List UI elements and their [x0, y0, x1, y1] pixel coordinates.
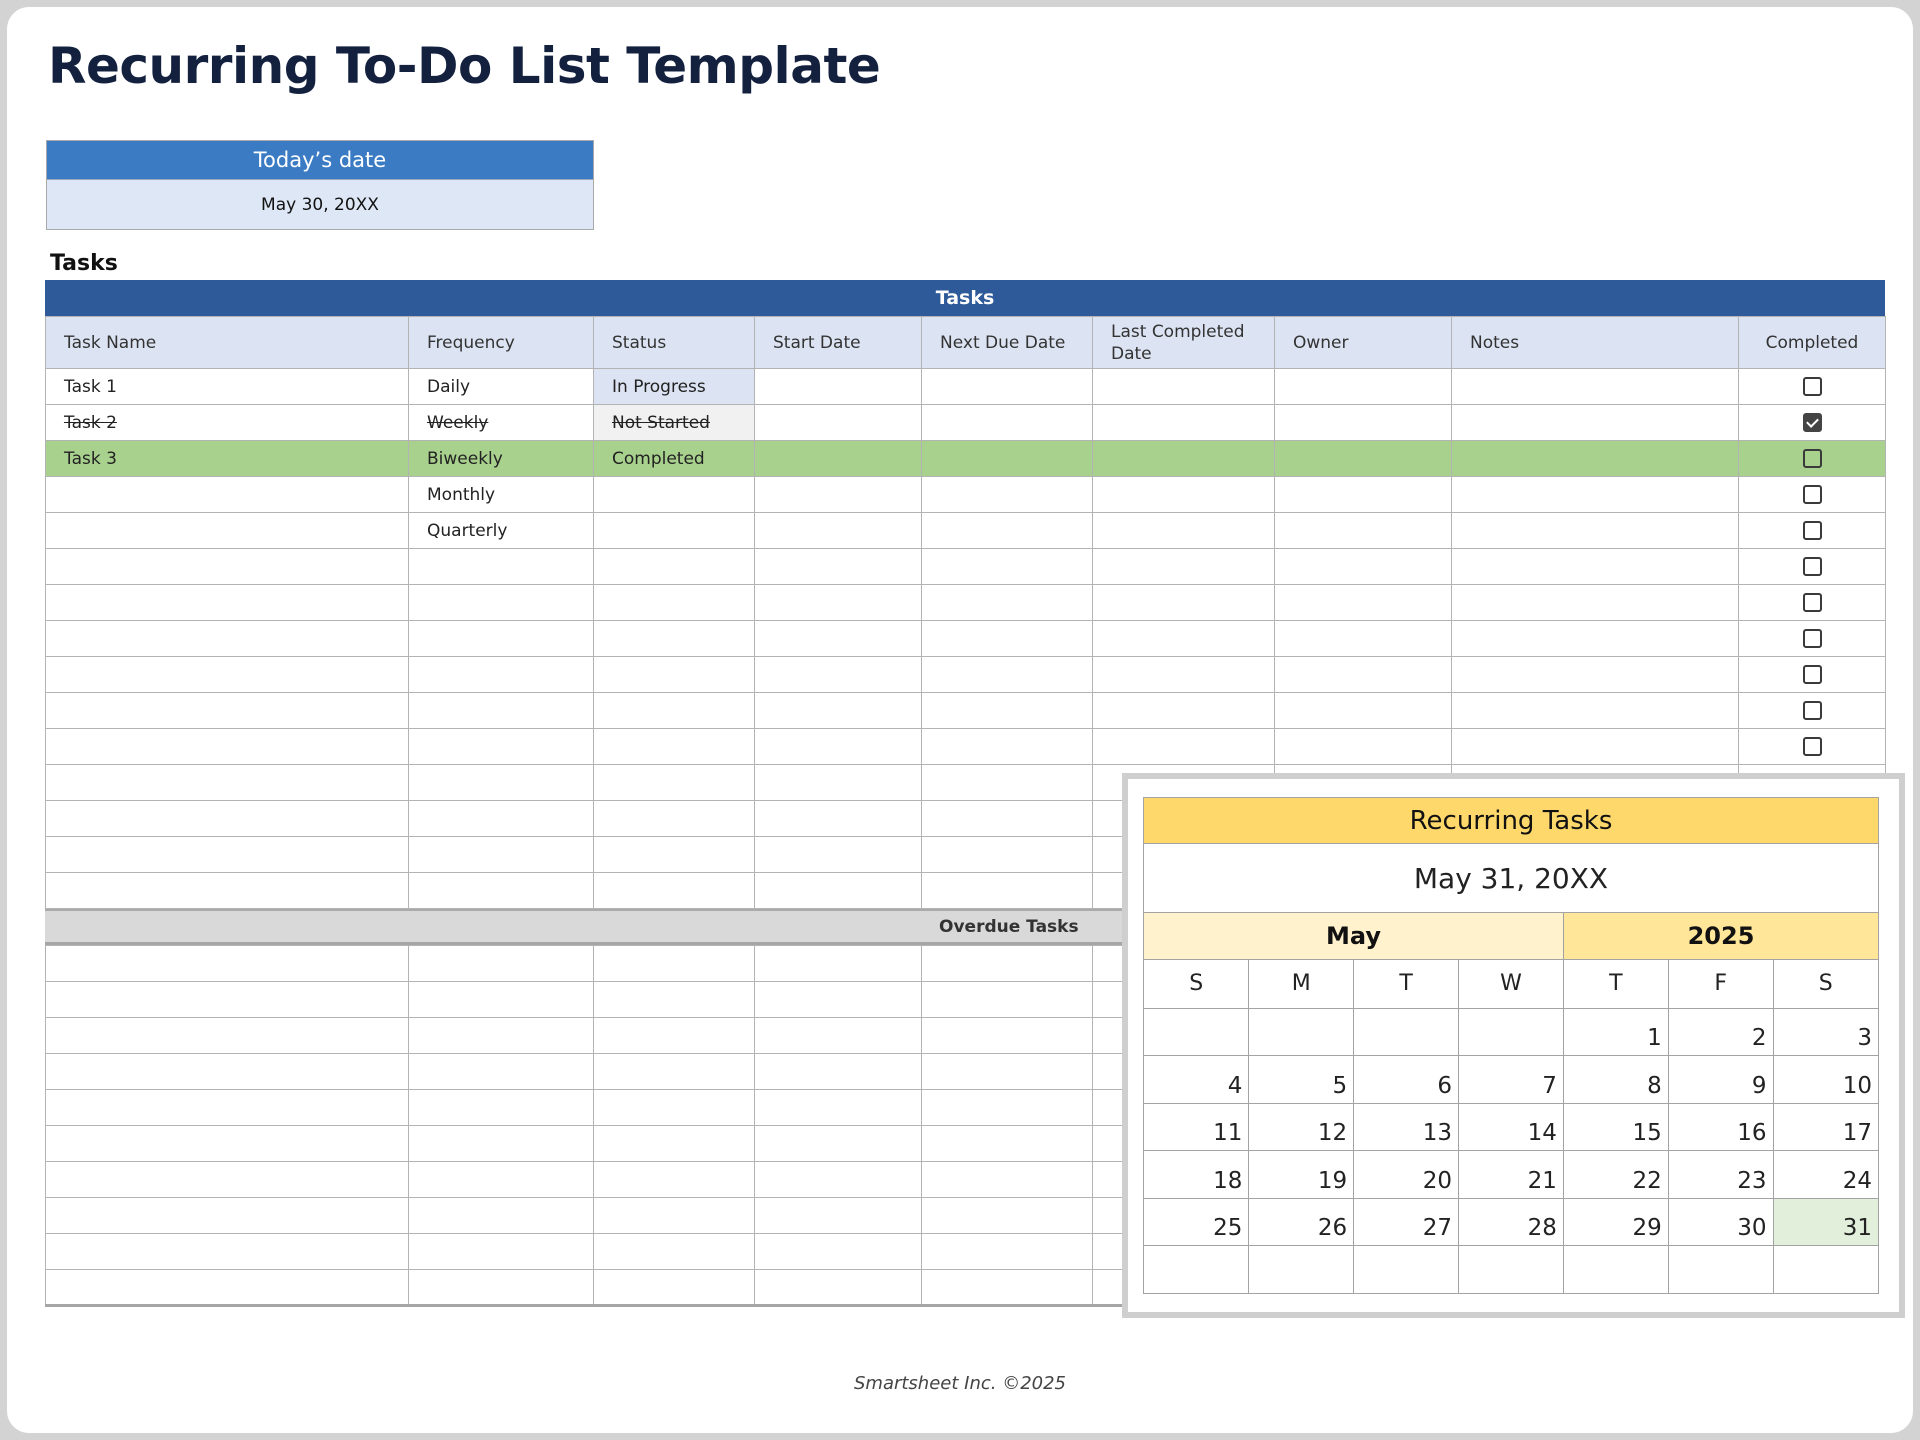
calendar-day-cell[interactable]: 14: [1459, 1103, 1564, 1151]
table-row: [46, 513, 1886, 549]
calendar-weekday-label: T: [1563, 960, 1668, 1008]
start-date-cell[interactable]: [755, 405, 922, 441]
calendar-day-cell[interactable]: 31: [1773, 1198, 1878, 1246]
status-cell[interactable]: In Progress: [594, 369, 755, 405]
next-due-date-cell[interactable]: [922, 477, 1093, 513]
calendar-day-cell[interactable]: 6: [1354, 1056, 1459, 1104]
calendar-day-cell[interactable]: 11: [1144, 1103, 1249, 1151]
completed-checkbox[interactable]: [1803, 737, 1822, 756]
task-name-cell[interactable]: [46, 585, 409, 621]
task-name-cell[interactable]: [46, 837, 409, 873]
frequency-cell[interactable]: Weekly: [409, 405, 594, 441]
status-cell[interactable]: [594, 1054, 755, 1090]
completed-cell: [1739, 477, 1886, 513]
notes-cell[interactable]: [1452, 405, 1739, 441]
overdue-tasks-label: Overdue Tasks: [939, 917, 1079, 937]
col-header-owner[interactable]: Owner: [1275, 317, 1452, 369]
frequency-cell[interactable]: [409, 585, 594, 621]
tasks-section-label: Tasks: [50, 251, 118, 276]
next-due-date-cell[interactable]: [922, 1126, 1093, 1162]
notes-cell[interactable]: [1452, 477, 1739, 513]
page: [7, 7, 1913, 1433]
calendar-day-cell[interactable]: [1144, 1008, 1249, 1056]
task-name-cell[interactable]: [46, 1234, 409, 1270]
status-cell[interactable]: [594, 693, 755, 729]
status-cell[interactable]: [594, 729, 755, 765]
last-completed-date-cell[interactable]: [1093, 657, 1275, 693]
frequency-cell[interactable]: Quarterly: [409, 513, 594, 549]
task-name-cell[interactable]: Task 3: [46, 441, 409, 477]
table-row: [46, 549, 1886, 585]
notes-cell[interactable]: [1452, 549, 1739, 585]
frequency-cell[interactable]: [409, 1054, 594, 1090]
completed-checkbox[interactable]: [1803, 485, 1822, 504]
last-completed-date-cell[interactable]: [1093, 441, 1275, 477]
owner-cell[interactable]: [1275, 621, 1452, 657]
frequency-cell[interactable]: [409, 729, 594, 765]
task-name-cell[interactable]: [46, 1054, 409, 1090]
last-completed-date-cell[interactable]: [1093, 549, 1275, 585]
frequency-cell[interactable]: [409, 765, 594, 801]
calendar-day-cell[interactable]: 17: [1773, 1103, 1878, 1151]
status-cell[interactable]: [594, 1018, 755, 1054]
next-due-date-cell[interactable]: [922, 801, 1093, 837]
calendar-day-cell[interactable]: 20: [1354, 1151, 1459, 1199]
next-due-date-cell[interactable]: [922, 729, 1093, 765]
calendar-day-cell[interactable]: 5: [1249, 1056, 1354, 1104]
start-date-cell[interactable]: [755, 1234, 922, 1270]
table-row: [46, 657, 1886, 693]
task-name-cell[interactable]: [46, 1018, 409, 1054]
status-cell[interactable]: [594, 837, 755, 873]
calendar-day-cell[interactable]: [1668, 1246, 1773, 1294]
frequency-cell[interactable]: [409, 657, 594, 693]
frequency-cell[interactable]: [409, 549, 594, 585]
calendar-week-row: [1144, 1103, 1878, 1151]
frequency-cell[interactable]: [409, 946, 594, 982]
start-date-cell[interactable]: [755, 946, 922, 982]
status-cell[interactable]: [594, 621, 755, 657]
frequency-cell[interactable]: [409, 1234, 594, 1270]
completed-checkbox[interactable]: [1803, 629, 1822, 648]
last-completed-date-cell[interactable]: [1093, 729, 1275, 765]
completed-checkbox[interactable]: [1803, 665, 1822, 684]
status-cell[interactable]: Completed: [594, 441, 755, 477]
completed-cell: [1739, 441, 1886, 477]
start-date-cell[interactable]: [755, 1054, 922, 1090]
notes-cell[interactable]: [1452, 441, 1739, 477]
calendar: [1143, 797, 1879, 1294]
last-completed-date-cell[interactable]: [1093, 513, 1275, 549]
table-row: [46, 477, 1886, 513]
notes-cell[interactable]: [1452, 585, 1739, 621]
calendar-day-cell[interactable]: [1354, 1008, 1459, 1056]
next-due-date-cell[interactable]: [922, 585, 1093, 621]
completed-cell: [1739, 621, 1886, 657]
last-completed-date-cell[interactable]: [1093, 477, 1275, 513]
calendar-week-row: [1144, 1151, 1878, 1199]
calendar-day-cell[interactable]: 4: [1144, 1056, 1249, 1104]
task-name-cell[interactable]: [46, 1198, 409, 1234]
calendar-day-cell[interactable]: 18: [1144, 1151, 1249, 1199]
completed-cell: [1739, 513, 1886, 549]
next-due-date-cell[interactable]: [922, 1234, 1093, 1270]
recurring-tasks-calendar-panel: [1122, 773, 1905, 1318]
calendar-week-row: [1144, 1008, 1878, 1056]
status-cell[interactable]: Not Started: [594, 405, 755, 441]
completed-cell: [1739, 729, 1886, 765]
page-title: Recurring To-Do List Template: [48, 37, 881, 95]
notes-cell[interactable]: [1452, 621, 1739, 657]
calendar-day-cell[interactable]: [1249, 1008, 1354, 1056]
task-name-cell[interactable]: [46, 801, 409, 837]
calendar-weekday-label: F: [1668, 960, 1773, 1008]
next-due-date-cell[interactable]: [922, 1270, 1093, 1306]
next-due-date-cell[interactable]: [922, 1018, 1093, 1054]
calendar-title: Recurring Tasks: [1144, 798, 1878, 844]
task-name-cell[interactable]: [46, 1162, 409, 1198]
start-date-cell[interactable]: [755, 513, 922, 549]
next-due-date-cell[interactable]: [922, 1090, 1093, 1126]
start-date-cell[interactable]: [755, 1198, 922, 1234]
completed-checkbox[interactable]: [1803, 701, 1822, 720]
calendar-day-cell[interactable]: 23: [1668, 1151, 1773, 1199]
completed-checkbox[interactable]: [1803, 521, 1822, 540]
calendar-day-cell[interactable]: 7: [1459, 1056, 1564, 1104]
calendar-weekday-label: M: [1249, 960, 1354, 1008]
calendar-month[interactable]: May: [1144, 913, 1564, 959]
status-cell[interactable]: [594, 765, 755, 801]
status-cell[interactable]: [594, 946, 755, 982]
last-completed-date-cell[interactable]: [1093, 693, 1275, 729]
col-header-start-date[interactable]: Start Date: [755, 317, 922, 369]
start-date-cell[interactable]: [755, 657, 922, 693]
completed-checkbox[interactable]: [1803, 557, 1822, 576]
task-name-cell[interactable]: [46, 729, 409, 765]
completed-checkbox[interactable]: [1803, 377, 1822, 396]
start-date-cell[interactable]: [755, 801, 922, 837]
next-due-date-cell[interactable]: [922, 982, 1093, 1018]
todays-date-label: Today’s date: [47, 141, 593, 179]
task-name-cell[interactable]: [46, 946, 409, 982]
frequency-cell[interactable]: [409, 621, 594, 657]
start-date-cell[interactable]: [755, 585, 922, 621]
status-cell[interactable]: [594, 982, 755, 1018]
calendar-week-row: [1144, 1246, 1878, 1294]
start-date-cell[interactable]: [755, 1162, 922, 1198]
next-due-date-cell[interactable]: [922, 405, 1093, 441]
notes-cell[interactable]: [1452, 657, 1739, 693]
table-row: [46, 729, 1886, 765]
start-date-cell[interactable]: [755, 1126, 922, 1162]
col-header-last-completed-date[interactable]: Last Completed Date: [1093, 317, 1275, 369]
calendar-year[interactable]: 2025: [1564, 913, 1878, 959]
task-name-cell[interactable]: [46, 1126, 409, 1162]
calendar-day-cell[interactable]: 15: [1563, 1103, 1668, 1151]
completed-cell: [1739, 369, 1886, 405]
calendar-day-cell[interactable]: 26: [1249, 1198, 1354, 1246]
next-due-date-cell[interactable]: [922, 837, 1093, 873]
start-date-cell[interactable]: [755, 1270, 922, 1306]
next-due-date-cell[interactable]: [922, 873, 1093, 909]
task-name-cell[interactable]: Task 1: [46, 369, 409, 405]
calendar-day-cell[interactable]: 21: [1459, 1151, 1564, 1199]
notes-cell[interactable]: [1452, 513, 1739, 549]
calendar-day-cell[interactable]: [1773, 1246, 1878, 1294]
footer-copyright: Smartsheet Inc. ©2025: [853, 1373, 1067, 1394]
frequency-cell[interactable]: [409, 1126, 594, 1162]
completed-cell: [1739, 549, 1886, 585]
start-date-cell[interactable]: [755, 873, 922, 909]
start-date-cell[interactable]: [755, 693, 922, 729]
calendar-day-cell[interactable]: [1459, 1246, 1564, 1294]
start-date-cell[interactable]: [755, 1018, 922, 1054]
calendar-day-cell[interactable]: [1563, 1246, 1668, 1294]
completed-cell: [1739, 693, 1886, 729]
next-due-date-cell[interactable]: [922, 369, 1093, 405]
status-cell[interactable]: [594, 801, 755, 837]
frequency-cell[interactable]: Daily: [409, 369, 594, 405]
task-name-cell[interactable]: [46, 693, 409, 729]
status-cell[interactable]: [594, 1090, 755, 1126]
col-header-task-name[interactable]: Task Name: [46, 317, 409, 369]
frequency-cell[interactable]: [409, 693, 594, 729]
next-due-date-cell[interactable]: [922, 1162, 1093, 1198]
owner-cell[interactable]: [1275, 693, 1452, 729]
calendar-day-cell[interactable]: [1459, 1008, 1564, 1056]
owner-cell[interactable]: [1275, 549, 1452, 585]
owner-cell[interactable]: [1275, 369, 1452, 405]
start-date-cell[interactable]: [755, 369, 922, 405]
frequency-cell[interactable]: [409, 1162, 594, 1198]
next-due-date-cell[interactable]: [922, 1054, 1093, 1090]
start-date-cell[interactable]: [755, 729, 922, 765]
completed-cell: [1739, 585, 1886, 621]
start-date-cell[interactable]: [755, 1090, 922, 1126]
frequency-cell[interactable]: [409, 837, 594, 873]
next-due-date-cell[interactable]: [922, 946, 1093, 982]
last-completed-date-cell[interactable]: [1093, 585, 1275, 621]
calendar-weekday-label: W: [1459, 960, 1564, 1008]
frequency-cell[interactable]: [409, 801, 594, 837]
completed-cell: [1739, 405, 1886, 441]
notes-cell[interactable]: [1452, 729, 1739, 765]
owner-cell[interactable]: [1275, 477, 1452, 513]
status-cell[interactable]: [594, 549, 755, 585]
calendar-day-cell[interactable]: 19: [1249, 1151, 1354, 1199]
owner-cell[interactable]: [1275, 513, 1452, 549]
owner-cell[interactable]: [1275, 585, 1452, 621]
task-name-cell[interactable]: [46, 657, 409, 693]
next-due-date-cell[interactable]: [922, 621, 1093, 657]
start-date-cell[interactable]: [755, 765, 922, 801]
calendar-day-cell[interactable]: 9: [1668, 1056, 1773, 1104]
task-name-cell[interactable]: [46, 513, 409, 549]
start-date-cell[interactable]: [755, 441, 922, 477]
status-cell[interactable]: [594, 1234, 755, 1270]
task-name-cell[interactable]: [46, 621, 409, 657]
calendar-day-cell[interactable]: 29: [1563, 1198, 1668, 1246]
owner-cell[interactable]: [1275, 657, 1452, 693]
last-completed-date-cell[interactable]: [1093, 621, 1275, 657]
start-date-cell[interactable]: [755, 549, 922, 585]
calendar-day-cell[interactable]: 25: [1144, 1198, 1249, 1246]
calendar-day-cell[interactable]: [1354, 1246, 1459, 1294]
status-cell[interactable]: [594, 1162, 755, 1198]
frequency-cell[interactable]: [409, 1270, 594, 1306]
completed-checkbox[interactable]: [1803, 449, 1822, 468]
todays-date-value[interactable]: May 30, 20XX: [47, 179, 593, 229]
calendar-day-cell[interactable]: 28: [1459, 1198, 1564, 1246]
status-cell[interactable]: [594, 657, 755, 693]
next-due-date-cell[interactable]: [922, 549, 1093, 585]
col-header-completed[interactable]: Completed: [1739, 317, 1886, 369]
calendar-week-row: [1144, 1056, 1878, 1104]
frequency-cell[interactable]: [409, 982, 594, 1018]
task-name-cell[interactable]: [46, 477, 409, 513]
task-name-cell[interactable]: [46, 982, 409, 1018]
task-name-cell[interactable]: Task 2: [46, 405, 409, 441]
next-due-date-cell[interactable]: [922, 513, 1093, 549]
calendar-day-cell[interactable]: 12: [1249, 1103, 1354, 1151]
status-cell[interactable]: [594, 513, 755, 549]
table-row: [46, 621, 1886, 657]
tasks-header-row: [46, 317, 1886, 369]
status-cell[interactable]: [594, 1198, 755, 1234]
calendar-day-cell[interactable]: [1144, 1246, 1249, 1294]
calendar-day-cell[interactable]: 10: [1773, 1056, 1878, 1104]
task-name-cell[interactable]: [46, 1270, 409, 1306]
col-header-status[interactable]: Status: [594, 317, 755, 369]
last-completed-date-cell[interactable]: [1093, 405, 1275, 441]
calendar-day-cell[interactable]: 1: [1563, 1008, 1668, 1056]
next-due-date-cell[interactable]: [922, 1198, 1093, 1234]
calendar-day-cell[interactable]: 27: [1354, 1198, 1459, 1246]
status-cell[interactable]: [594, 1270, 755, 1306]
empty-task-rows: [46, 549, 1886, 765]
calendar-week-row: [1144, 1198, 1878, 1246]
calendar-weekday-label: S: [1773, 960, 1878, 1008]
calendar-month-year: [1144, 913, 1878, 960]
start-date-cell[interactable]: [755, 477, 922, 513]
notes-cell[interactable]: [1452, 369, 1739, 405]
calendar-day-cell[interactable]: 8: [1563, 1056, 1668, 1104]
calendar-day-cell[interactable]: 30: [1668, 1198, 1773, 1246]
frequency-cell[interactable]: [409, 873, 594, 909]
calendar-weekday-label: S: [1144, 960, 1249, 1008]
calendar-grid: [1144, 960, 1878, 1293]
table-row: [46, 369, 1886, 405]
status-cell[interactable]: [594, 585, 755, 621]
calendar-day-cell[interactable]: 24: [1773, 1151, 1878, 1199]
calendar-day-cell[interactable]: 2: [1668, 1008, 1773, 1056]
owner-cell[interactable]: [1275, 441, 1452, 477]
frequency-cell[interactable]: [409, 1198, 594, 1234]
table-row: [46, 585, 1886, 621]
start-date-cell[interactable]: [755, 837, 922, 873]
task-name-cell[interactable]: [46, 1090, 409, 1126]
task-name-cell[interactable]: [46, 549, 409, 585]
status-cell[interactable]: [594, 1126, 755, 1162]
completed-checkbox-checked[interactable]: [1803, 413, 1822, 432]
frequency-cell[interactable]: Biweekly: [409, 441, 594, 477]
task-name-cell[interactable]: [46, 873, 409, 909]
next-due-date-cell[interactable]: [922, 765, 1093, 801]
status-cell[interactable]: [594, 477, 755, 513]
calendar-weekday-label: T: [1354, 960, 1459, 1008]
table-row: [46, 441, 1886, 477]
todays-date-box: [46, 140, 594, 230]
owner-cell[interactable]: [1275, 405, 1452, 441]
status-cell[interactable]: [594, 873, 755, 909]
table-row: [46, 405, 1886, 441]
frequency-cell[interactable]: [409, 1090, 594, 1126]
start-date-cell[interactable]: [755, 621, 922, 657]
col-header-notes[interactable]: Notes: [1452, 317, 1739, 369]
calendar-day-cell[interactable]: 16: [1668, 1103, 1773, 1151]
calendar-selected-date[interactable]: May 31, 20XX: [1144, 844, 1878, 913]
notes-cell[interactable]: [1452, 693, 1739, 729]
next-due-date-cell[interactable]: [922, 693, 1093, 729]
calendar-weekday-row: [1144, 960, 1878, 1008]
frequency-cell[interactable]: Monthly: [409, 477, 594, 513]
frequency-cell[interactable]: [409, 1018, 594, 1054]
calendar-day-cell[interactable]: 22: [1563, 1151, 1668, 1199]
calendar-day-cell[interactable]: [1249, 1246, 1354, 1294]
completed-checkbox[interactable]: [1803, 593, 1822, 612]
tasks-band-title: Tasks: [45, 280, 1885, 316]
calendar-day-cell[interactable]: 13: [1354, 1103, 1459, 1151]
col-header-frequency[interactable]: Frequency: [409, 317, 594, 369]
owner-cell[interactable]: [1275, 729, 1452, 765]
start-date-cell[interactable]: [755, 982, 922, 1018]
task-name-cell[interactable]: [46, 765, 409, 801]
table-row: [46, 693, 1886, 729]
last-completed-date-cell[interactable]: [1093, 369, 1275, 405]
col-header-next-due-date[interactable]: Next Due Date: [922, 317, 1093, 369]
completed-cell: [1739, 657, 1886, 693]
calendar-day-cell[interactable]: 3: [1773, 1008, 1878, 1056]
next-due-date-cell[interactable]: [922, 657, 1093, 693]
next-due-date-cell[interactable]: [922, 441, 1093, 477]
